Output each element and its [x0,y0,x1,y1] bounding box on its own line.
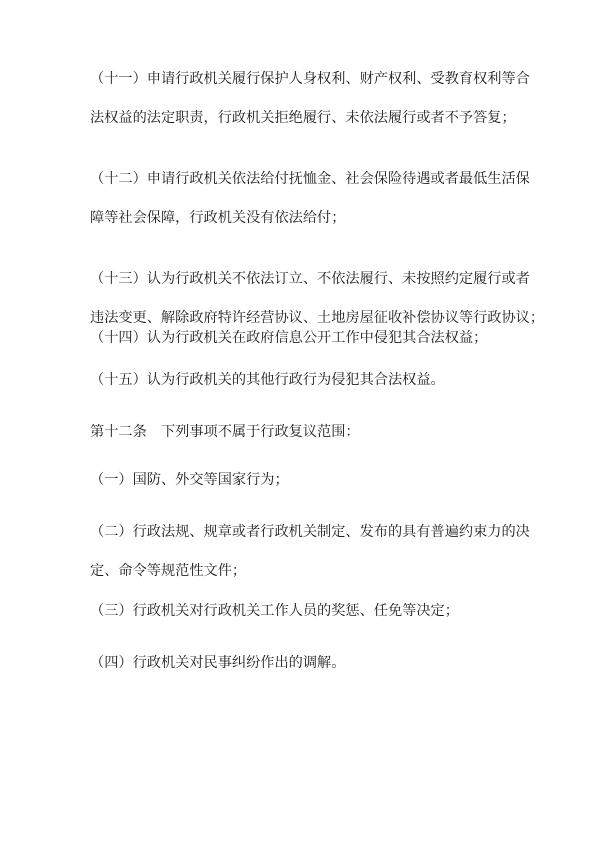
text-line: 违法变更、解除政府特许经营协议、土地房屋征收补偿协议等行政协议； [90,310,545,326]
paragraph-exclusion-3 [90,592,522,631]
paragraph-item-14 [90,319,522,358]
text-line: （一）国防、外交等国家行为； [90,472,289,488]
paragraph-exclusion-1 [90,461,522,500]
text-line: 法权益的法定职责，行政机关拒绝履行、未依法履行或者不予答复； [90,110,516,126]
text-line: （三）行政机关对行政机关工作人员的奖惩、任免等决定； [90,603,459,619]
text-line: 定、命令等规范性文件； [90,563,247,579]
text-line: （十一）申请行政机关履行保护人身权利、财产权利、受教育权利等合 [90,71,530,87]
text-line: （十三）认为行政机关不依法订立、不依法履行、未按照约定履行或者 [90,271,530,287]
paragraph-exclusion-4 [90,644,522,683]
text-line: （四）行政机关对民事纠纷作出的调解。 [90,655,346,671]
paragraph-item-11 [90,60,530,138]
article-12-heading [90,413,522,452]
text-line: （二）行政法规、规章或者行政机关制定、发布的具有普遍约束力的决 [90,524,530,540]
text-line: 第十二条 下列事项不属于行政复议范围： [90,424,360,440]
paragraph-exclusion-2 [90,513,530,591]
text-line: 障等社会保障，行政机关没有依法给付； [90,210,346,226]
text-line: （十四）认为行政机关在政府信息公开工作中侵犯其合法权益； [90,330,488,346]
text-line: （十二）申请行政机关依法给付抚恤金、社会保险待遇或者最低生活保 [90,171,530,187]
paragraph-item-12 [90,160,530,238]
paragraph-item-15 [90,361,522,400]
text-line: （十五）认为行政机关的其他行政行为侵犯其合法权益。 [90,372,445,388]
